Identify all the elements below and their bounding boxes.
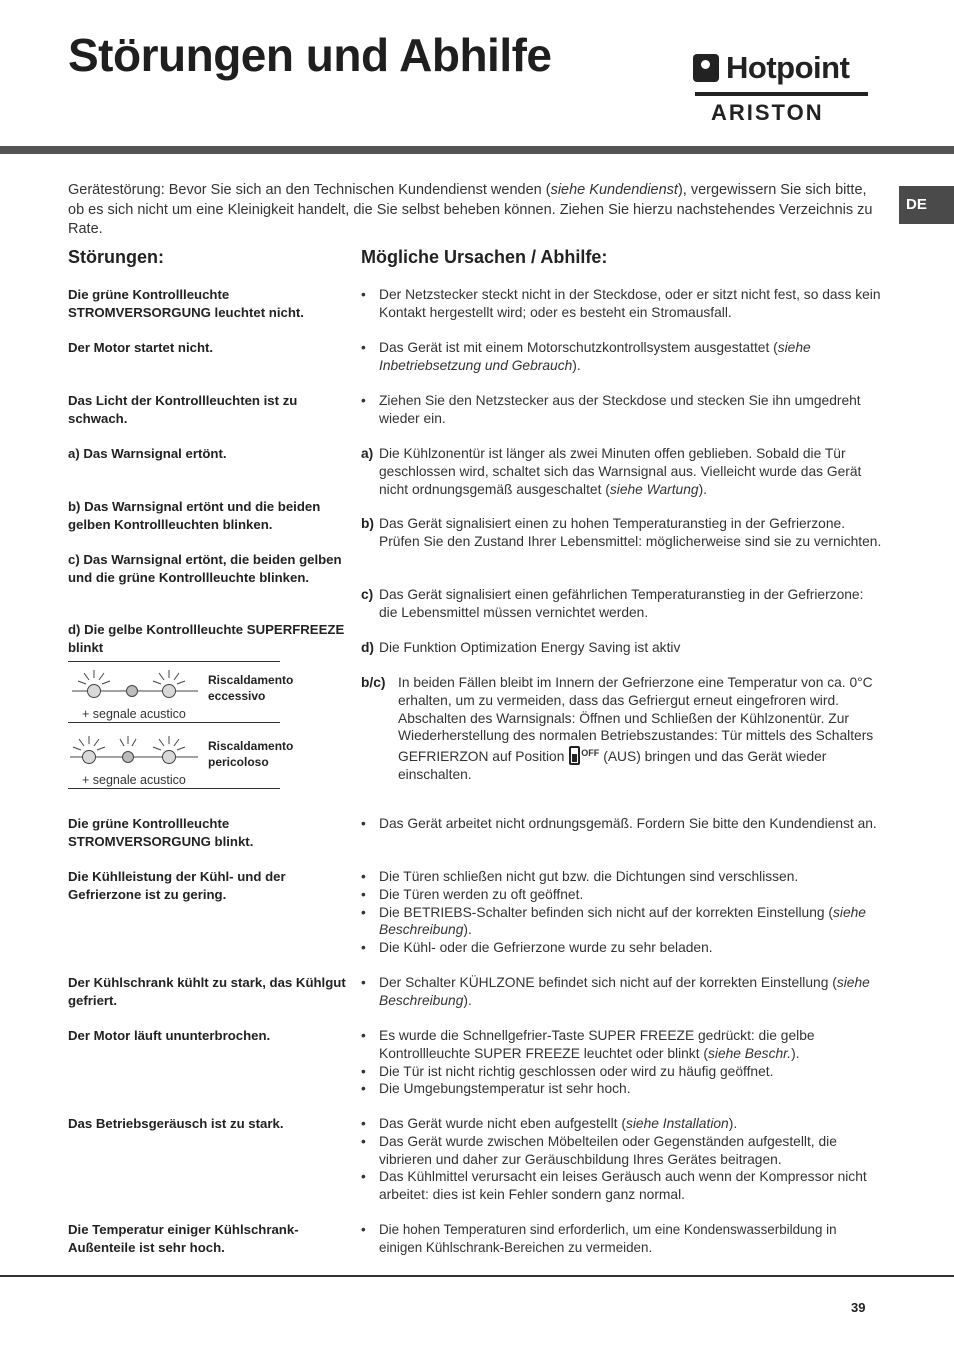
signal-dangerous-heating	[68, 727, 294, 789]
bullet: •	[361, 869, 366, 884]
cause-block	[361, 445, 883, 498]
cause-block	[361, 339, 883, 375]
bullet: •	[361, 1169, 366, 1185]
acoustic-signal-note: + segnale acustico	[82, 707, 186, 721]
bullet: •	[361, 1081, 366, 1097]
cause-text: Die hohen Temperaturen sind erforderlich, um eine Kondenswasserbildung in einigen Kühlschrank-Bereichen zu vermeiden.	[379, 1222, 837, 1255]
bullet: •	[361, 816, 366, 831]
intro-paragraph	[68, 181, 878, 240]
intro-text-1: Gerätestörung: Bevor Sie sich an den Technischen Kundendienst wenden (	[68, 182, 551, 198]
cause-block	[361, 286, 883, 322]
cause-text: Der Netzstecker steckt nicht in der Steckdose, oder er sitzt nicht fest, so dass kein Kontakt hergestellt wird; oder es besteht ein Stromausfall.	[379, 287, 881, 320]
cause-block	[361, 868, 883, 957]
language-tab: DE	[899, 186, 954, 224]
cause-text: Die Funktion Optimization Energy Saving ist aktiv	[379, 640, 681, 655]
cause-block	[361, 974, 883, 1010]
cause-text: Das Gerät wurde nicht eben aufgestellt (siehe Installation).	[379, 1116, 738, 1131]
bullet: •	[361, 1222, 366, 1237]
cause-text: Die Tür ist nicht richtig geschlossen oder wird zu häufig geöffnet.	[379, 1063, 774, 1079]
cause-text: Das Gerät signalisiert einen zu hohen Temperaturanstieg in der Gefrierzone. Prüfen Sie den Zustand Ihrer Lebensmittel: möglicherweise sind sie zu vernichten.	[379, 516, 882, 549]
intro-text-ref: siehe Kundendienst	[550, 182, 678, 198]
cause-block	[361, 639, 883, 657]
switch-off-icon	[569, 746, 580, 765]
problem-item: Die grüne Kontrollleuchte STROMVERSORGUNG leuchtet nicht.	[68, 287, 304, 320]
acoustic-signal-note: + segnale acustico	[82, 773, 186, 787]
bullet: •	[361, 1063, 366, 1079]
cause-text: Ziehen Sie den Netzstecker aus der Steckdose und stecken Sie ihn umgedreht wieder ein.	[379, 393, 861, 426]
problem-item: c) Das Warnsignal ertönt, die beiden gelben und die grüne Kontrollleuchte blinken.	[68, 552, 342, 585]
blinking-lights-icon	[68, 733, 203, 773]
problems-heading: Störungen:	[68, 247, 164, 267]
item-marker: b/c)	[361, 675, 386, 690]
item-marker: d)	[361, 640, 375, 655]
problem-item: a) Das Warnsignal ertönt.	[68, 446, 227, 461]
cause-block	[361, 515, 883, 551]
intro-text-2: ), vergewissern Sie sich bitte, ob es sich nicht um eine Kleinigkeit handelt, die Sie selbst beheben können. Ziehen Sie hierzu nachstehendes Verzeichnis zu Rate.	[68, 182, 873, 237]
bullet: •	[361, 287, 366, 302]
signal-excessive-heating	[68, 661, 294, 723]
cause-text: Das Gerät wurde zwischen Möbelteilen oder Gegenständen aufgestellt, die vibrieren und daher zur Geräuschbildung Ihres Gerätes beitragen.	[379, 1133, 837, 1167]
signal-label: Riscaldamento	[208, 739, 294, 753]
problem-item: Die Kühlleistung der Kühl- und der Gefrierzone ist zu gering.	[68, 869, 286, 902]
cause-text: Die BETRIEBS-Schalter befinden sich nicht auf der korrekten Einstellung (siehe Beschreibung).	[379, 904, 866, 938]
page-number: 39	[851, 1300, 866, 1315]
cause-text: Die Kühlzonentür ist länger als zwei Minuten offen geblieben. Sobald die Tür geschlossen wird, schaltet sich das Warnsignal aus. Vielleicht wurde das Gerät nicht ordnungsgemäß ausgeschaltet (siehe Wartung).	[379, 446, 862, 497]
cause-block	[361, 1027, 883, 1098]
bullet: •	[361, 886, 366, 902]
bullet: •	[361, 1133, 366, 1149]
bullet: •	[361, 393, 366, 408]
logo-sub: ARISTON	[711, 100, 824, 125]
cause-text: Das Gerät ist mit einem Motorschutzkontrollsystem ausgestattet (siehe Inbetriebsetzung und Gebrauch).	[379, 340, 811, 373]
problem-item: Der Kühlschrank kühlt zu stark, das Kühlgut gefriert.	[68, 975, 346, 1008]
cause-text: Die Türen werden zu oft geöffnet.	[379, 886, 584, 902]
causes-heading: Mögliche Ursachen / Abhilfe:	[361, 247, 608, 267]
cause-text: Die Umgebungstemperatur ist sehr hoch.	[379, 1081, 631, 1097]
signal-label: pericoloso	[208, 755, 269, 769]
cause-text: Die Türen schließen nicht gut bzw. die Dichtungen sind verschlissen.	[379, 869, 799, 884]
problem-item: Der Motor startet nicht.	[68, 340, 214, 355]
logo-brand: Hotpoint	[726, 50, 850, 85]
cause-block	[361, 392, 883, 428]
page-title: Störungen und Abhilfe	[68, 29, 552, 81]
logo-divider	[695, 92, 868, 96]
cause-block	[361, 1221, 883, 1257]
cause-block	[361, 674, 883, 784]
problem-item: Das Betriebsgeräusch ist zu stark.	[68, 1116, 284, 1131]
bullet: •	[361, 1028, 366, 1043]
bullet: •	[361, 340, 366, 355]
problem-item: b) Das Warnsignal ertönt und die beiden gelben Kontrollleuchten blinken.	[68, 499, 321, 532]
cause-text: Das Gerät arbeitet nicht ordnungsgemäß. Fordern Sie bitte den Kundendienst an.	[379, 816, 877, 831]
bullet: •	[361, 940, 366, 956]
header-rule	[0, 146, 954, 154]
problem-item: Der Motor läuft ununterbrochen.	[68, 1028, 271, 1043]
cause-text: Die Kühl- oder die Gefrierzone wurde zu sehr beladen.	[379, 940, 713, 956]
cause-block	[361, 586, 883, 622]
hotpoint-ariston-logo	[693, 50, 868, 126]
signal-label: eccessivo	[208, 689, 266, 703]
bullet: •	[361, 975, 366, 990]
cause-text: Der Schalter KÜHLZONE befindet sich nicht auf der korrekten Einstellung (siehe Beschreibung).	[379, 975, 870, 1008]
problem-item: Das Licht der Kontrollleuchten ist zu schwach.	[68, 393, 298, 426]
logo-mark-icon	[693, 54, 719, 82]
footer-rule	[0, 1275, 954, 1277]
blinking-lights-icon	[68, 667, 203, 707]
off-label: OFF	[581, 748, 600, 759]
cause-text: Es wurde die Schnellgefrier-Taste SUPER FREEZE gedrückt: die gelbe Kontrollleuchte SUPER FREEZE leuchtet oder blinkt (siehe Beschr.).	[379, 1028, 815, 1061]
problem-item: Die Temperatur einiger Kühlschrank-Außenteile ist sehr hoch.	[68, 1222, 299, 1255]
signal-label: Riscaldamento	[208, 673, 294, 687]
cause-text: In beiden Fällen bleibt im Innern der Gefrierzone eine Temperatur von ca. 0°C erhalten, um zu vermeiden, dass das Gefriergut erneut eingefroren wird. Abschalten des Warnsignals: Öffnen und Schließen der Kühlzonentür. Zur Wiederherstellung des normalen Betriebszustandes: Tür mittels des Schalters GEFRIERZON auf Position $^{OFF}$ (AUS) bringen und das Gerät wieder einschalten.	[398, 675, 874, 782]
problem-item: Die grüne Kontrollleuchte STROMVERSORGUNG blinkt.	[68, 816, 254, 849]
item-marker: b)	[361, 516, 375, 531]
cause-block	[361, 815, 883, 833]
bullet: •	[361, 1116, 366, 1131]
cause-text: Das Kühlmittel verursacht ein leises Geräusch auch wenn der Kompressor nicht arbeitet: dies ist kein Fehler sondern ganz normal.	[379, 1169, 867, 1203]
item-marker: c)	[361, 587, 374, 602]
cause-text: Das Gerät signalisiert einen gefährlichen Temperaturanstieg in der Gefrierzone: die Lebensmittel müssen vernichtet werden.	[379, 587, 864, 620]
item-marker: a)	[361, 446, 374, 461]
problem-item: d) Die gelbe Kontrollleuchte SUPERFREEZE blinkt	[68, 622, 345, 655]
cause-block	[361, 1115, 883, 1204]
bullet: •	[361, 904, 366, 920]
